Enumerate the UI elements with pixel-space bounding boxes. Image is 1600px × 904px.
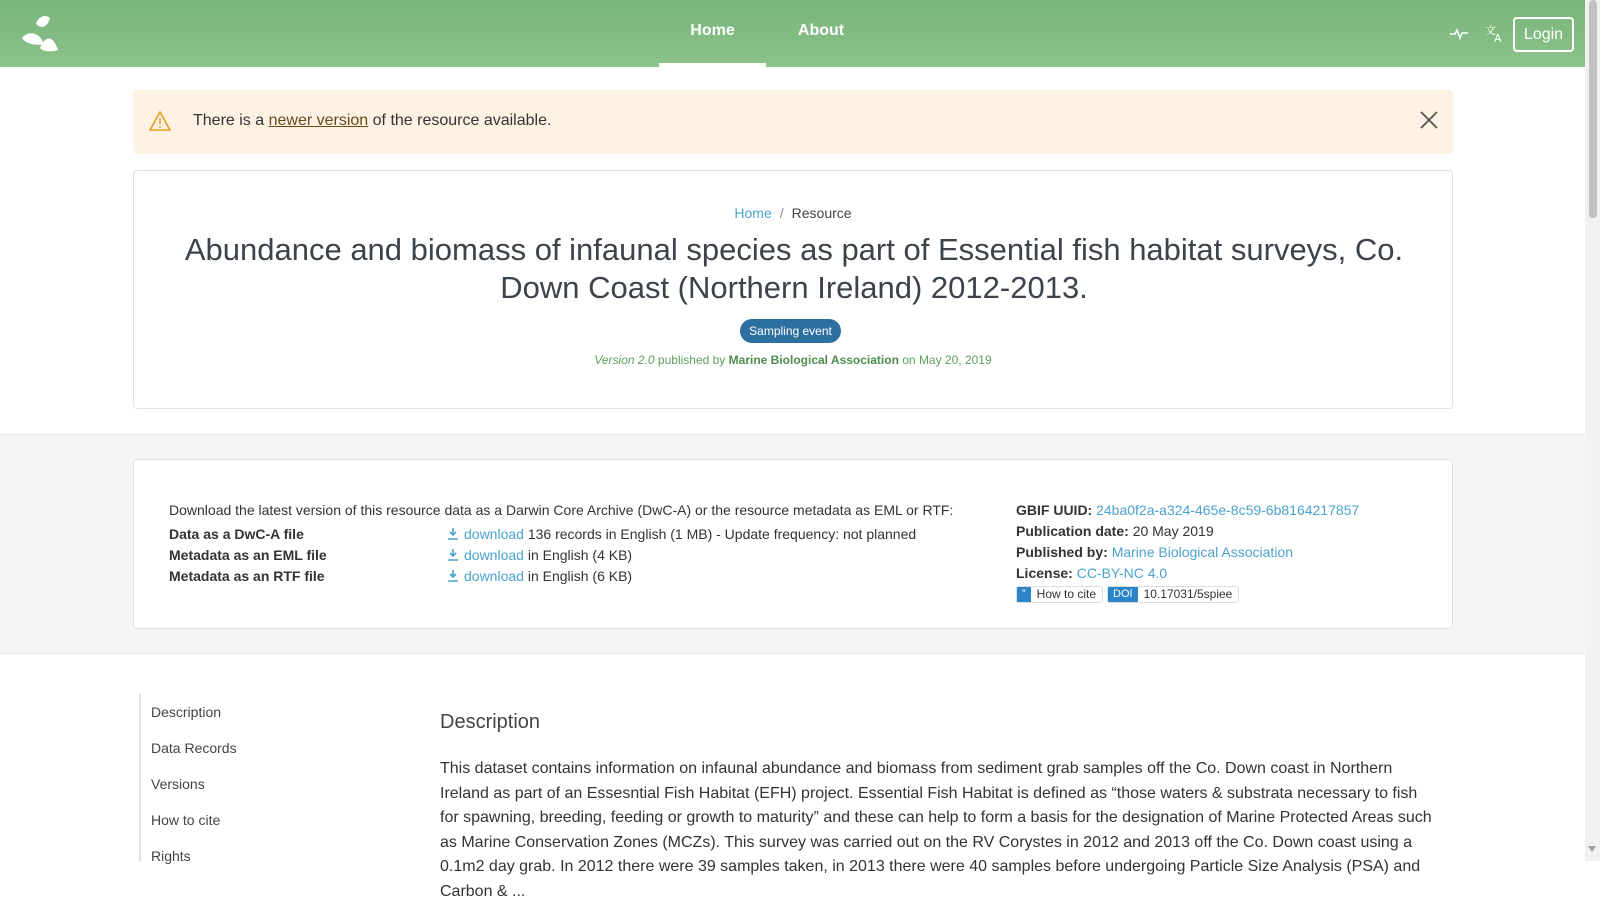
download-detail: in English (6 KB) xyxy=(523,568,633,584)
download-dwca-link[interactable]: download xyxy=(464,526,524,542)
page-title: Abundance and biomass of infaunal species as part of Essential fish habitat surveys, Co. Down Coast (Northern Ireland) 2012-2013. xyxy=(184,232,1404,305)
publication-date-label: Publication date: xyxy=(1016,523,1129,539)
download-detail: 136 records in English (1 MB) - Update frequency: not planned xyxy=(523,526,917,542)
svg-text:文: 文 xyxy=(1485,24,1496,37)
publication-date-value: 20 May 2019 xyxy=(1132,523,1214,539)
published-by-line xyxy=(1016,544,1359,565)
breadcrumb-home[interactable]: Home xyxy=(734,205,772,221)
published-by-text: published by xyxy=(654,353,729,367)
sidenav-item-data-records[interactable]: Data Records xyxy=(151,740,237,756)
top-navbar xyxy=(0,0,1585,67)
gbif-uuid-link[interactable]: 24ba0f2a-a324-465e-8c59-6b8164217857 xyxy=(1096,502,1360,518)
download-icon xyxy=(448,528,458,540)
license-link[interactable]: CC-BY-NC 4.0 xyxy=(1076,565,1168,581)
publication-date: May 20, 2019 xyxy=(918,353,992,367)
sidenav-item-versions[interactable]: Versions xyxy=(151,776,205,792)
alert-text-post: of the resource available. xyxy=(368,112,552,129)
close-icon[interactable] xyxy=(1418,109,1440,131)
on-text: on xyxy=(898,353,919,367)
sidenav-item-description[interactable]: Description xyxy=(151,704,222,720)
scroll-down-arrow-icon[interactable] xyxy=(1588,846,1596,852)
publisher-link[interactable]: Marine Biological Association xyxy=(1111,544,1294,560)
download-label: Metadata as an RTF file xyxy=(169,568,325,584)
translate-icon[interactable] xyxy=(1484,22,1506,44)
gbif-uuid-label: GBIF UUID: xyxy=(1016,502,1093,518)
publication-date-line xyxy=(1016,523,1359,544)
download-intro: Download the latest version of this resource data as a Darwin Core Archive (DwC-A) or the resource metadata as EML or RTF: xyxy=(169,502,954,518)
quote-icon: ” xyxy=(1017,587,1031,602)
doi-badge[interactable] xyxy=(1107,586,1239,603)
breadcrumb-current: Resource xyxy=(791,205,852,221)
resource-title-card xyxy=(133,170,1453,409)
alert-text-pre: There is a xyxy=(193,112,269,129)
leaf-logo-icon[interactable] xyxy=(18,14,60,54)
download-icon xyxy=(448,549,458,561)
sidenav-item-rights[interactable]: Rights xyxy=(151,848,191,864)
download-action xyxy=(448,547,632,563)
publication-line xyxy=(134,353,1452,367)
download-eml-link[interactable]: download xyxy=(464,547,524,563)
nav-about[interactable]: About xyxy=(797,22,845,39)
download-label: Metadata as an EML file xyxy=(169,547,327,563)
nav-home[interactable]: Home xyxy=(659,0,766,67)
published-by-label: Published by: xyxy=(1016,544,1108,560)
doi-tag: DOI xyxy=(1108,587,1138,602)
resource-metadata xyxy=(1016,502,1359,586)
warning-icon xyxy=(149,111,171,131)
svg-text:A: A xyxy=(1494,32,1502,45)
download-card xyxy=(133,459,1453,629)
license-line xyxy=(1016,565,1359,586)
newer-version-link[interactable]: newer version xyxy=(268,112,369,129)
login-button[interactable]: Login xyxy=(1513,17,1574,52)
download-detail: in English (4 KB) xyxy=(523,547,633,563)
scrollbar-thumb[interactable] xyxy=(1589,0,1597,218)
alert-message xyxy=(193,112,551,130)
description-heading: Description xyxy=(440,711,541,733)
pulse-icon[interactable] xyxy=(1448,22,1470,44)
newer-version-alert xyxy=(133,90,1453,154)
license-label: License: xyxy=(1016,565,1073,581)
download-icon xyxy=(448,570,458,582)
section-sidenav xyxy=(139,694,369,864)
breadcrumb-separator: / xyxy=(779,205,784,221)
publisher-name: Marine Biological Association xyxy=(728,353,899,367)
download-action xyxy=(448,526,916,542)
description-text: This dataset contains information on infaunal abundance and biomass from sediment grab samples off the Co. Down coast in Northern Ireland as part of an Essesntial Fish Habitat (EFH) project. Essential Fish Habitat is defined as “those waters & substrata necessary to fish for spawning, breeding, feeding or growth to maturity” and these can help to form a basis for the designation of Marine Protected Areas such as Marine Conservation Zones (MCZs). This survey was carried out on the RV Corystes in 2012 and 2013 off the Co. Down coast using a 0.1m2 day grab. In 2012 there were 39 samples taken, in 2013 there were 40 samples before undergoing Particle Size Analysis (PSA) and Carbon & ... xyxy=(440,760,1432,900)
download-action xyxy=(448,568,632,584)
doi-value: 10.17031/5spiee xyxy=(1143,587,1233,601)
version-label: Version 2.0 xyxy=(594,353,655,367)
page-scrollbar[interactable] xyxy=(1585,0,1600,861)
how-to-cite-button[interactable] xyxy=(1016,586,1103,603)
citation-row xyxy=(1016,586,1243,603)
resource-type-badge: Sampling event xyxy=(740,319,841,343)
download-label: Data as a DwC-A file xyxy=(169,526,304,542)
sidenav-item-how-to-cite[interactable]: How to cite xyxy=(151,812,221,828)
download-rtf-link[interactable]: download xyxy=(464,568,524,584)
how-to-cite-label: How to cite xyxy=(1036,587,1097,601)
gbif-uuid-line xyxy=(1016,502,1359,523)
breadcrumb xyxy=(134,205,1452,221)
